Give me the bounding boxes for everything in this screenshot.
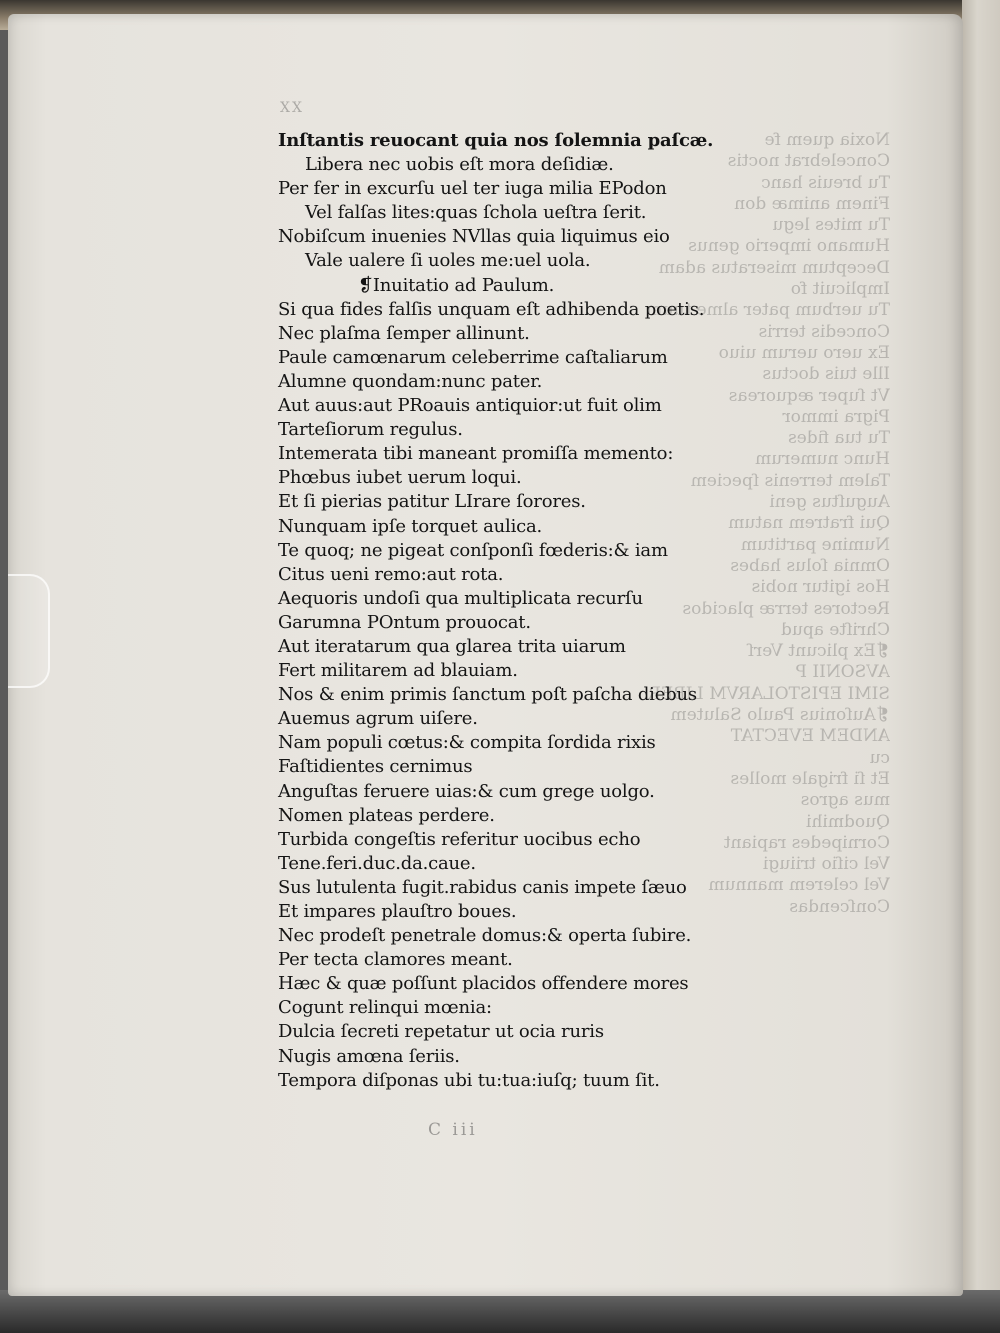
verse-line: Sus lutulenta fugit.rabidus canis impete ſæuo [278,876,687,898]
verse-line: Si qua fides falſis unquam eſt adhibenda poetis. [278,298,705,320]
verse-line: Dulcia ſecreti repetatur ut ocia ruris [278,1021,604,1043]
verse-line: Libera nec uobis eſt mora deſidiæ. [305,154,614,176]
verse-line: Vel falſas lites:quas ſchola ueſtra ſerit. [305,202,647,224]
verse-line: Per tecta clamores meant. [278,949,513,971]
verse-line: Citus ueni remo:aut rota. [278,563,504,585]
verse-line: Tene.feri.duc.da.caue. [278,852,476,874]
page-header-mark: XX [280,100,304,116]
verse-line: Cogunt relinqui mœnia: [278,997,492,1019]
verse-line: Vale ualere ſi uoles me:uel uola. [305,250,591,272]
verse-line: Tempora diſponas ubi tu:tua:iuſq; tuum ſit. [278,1069,660,1091]
verse-line: Aequoris undoſi qua multiplicata recurſu [278,587,643,609]
scan-background [0,1290,1000,1333]
verse-line: Nomen plateas perdere. [278,804,495,826]
verse-line: Turbida congeſtis referitur uocibus echo [278,828,641,850]
page-clip [8,574,50,688]
verse-line: Garumna POntum prouocat. [278,611,531,633]
verse-line: Nobiſcum inuenies NVllas quia liquimus eio [278,226,670,248]
verse-line: Phœbus iubet uerum loqui. [278,467,522,489]
show-through-text: Noxia quem fe Concelebrat noctis Tu breuis hanc Finem animæ don Tu mites legu Humano imperio genus Deceptum miseratus adam Implicuit fo Tu uerbum pater alme tuum Concedis terris Ex uero uerum uiuo Ille tuis doctus Vt ſuper æquoreas Pigra immor Tu tua fides Hunc numerum Talem terrenis ſpeciem Auguſtus geni Qui fratrem natum Numine partitum Omnia ſolus habes Hos igitur nobis Rectores terræ placidos Chriſte apud ❡Ex plicunt Verſ AVSONII P SIMI EPISTOLARVM LIBER ❡Auſonius Paulo Salutem ANDEM EVECTAT cu Et ſi frigale molles mus agros Quodmihi Cornipedes rapiant Vel ciſio triiugi Vel celerem mannum Conſcendas [646,130,890,917]
verse-line: Auemus agrum uiſere. [278,708,478,730]
verse-line: Faſtidientes cernimus [278,756,473,778]
signature-mark: C iii [428,1120,478,1140]
verse-line: Anguſtas feruere uias:& cum grege uolgo. [278,780,655,802]
verse-line: Paule camœnarum celeberrime caſtaliarum [278,346,668,368]
verse-line: Nunquam ipſe torquet aulica. [278,515,543,537]
verse-line: Et ſi pierias patitur LIrare ſorores. [278,491,586,513]
verse-line: Nam populi cœtus:& compita ſordida rixis [278,732,656,754]
verse-line: Et impares plauſtro boues. [278,901,517,922]
verse-line: Nec prodeſt penetrale domus:& operta ſubire. [278,925,692,947]
verse-line: Nos & enim primis ſanctum poſt paſcha diebus [278,684,697,706]
verse-line: Hæc & quæ poſſunt placidos offendere mores [278,973,689,995]
verse-line: Alumne quondam:nunc pater. [278,370,543,392]
verse-line: Nec plaſma ſemper allinunt. [278,322,530,344]
verse-line: Per fer in excurſu uel ter iuga milia EPodon [278,178,667,200]
verse-line: Tarteſiorum regulus. [278,419,463,441]
verse-line: Intemerata tibi maneant promiſſa memento: [278,443,674,465]
verse-line: Inſtantis reuocant quia nos ſolemnia paſcæ. [278,130,714,151]
verse-line: Nugis amœna ſeriis. [278,1045,460,1067]
verse-line: Fert militarem ad blauiam. [278,660,518,682]
verse-line: Te quoq; ne pigeat conſponſi fœderis:& iam [278,539,668,561]
verse-line: Aut auus:aut PRoauis antiquior:ut fuit olim [278,395,662,417]
verse-line: ❡Inuitatio ad Paulum. [358,274,555,296]
facing-page-edge [962,0,1000,1300]
verse-line: Aut iteratarum qua glarea trita uiarum [278,635,626,657]
verse-text-block [278,129,778,1093]
